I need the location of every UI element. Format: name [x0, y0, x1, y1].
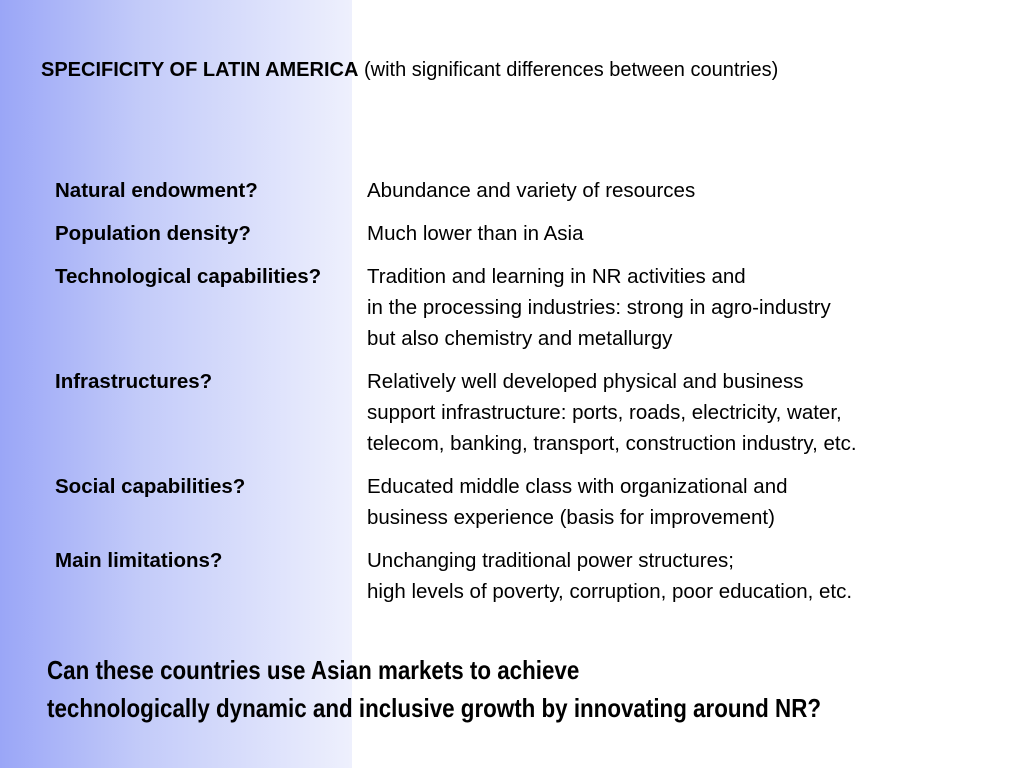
row-label: Social capabilities? [55, 475, 246, 498]
closing-question-line: Can these countries use Asian markets to achieve [47, 655, 580, 685]
row-value-line: Tradition and learning in NR activities and [367, 265, 746, 288]
characteristic-row-main-limitations [55, 545, 1015, 607]
row-value-line: telecom, banking, transport, construction industry, etc. [367, 432, 857, 455]
row-label: Technological capabilities? [55, 265, 322, 288]
row-label: Infrastructures? [55, 370, 213, 393]
characteristic-row-infrastructures [55, 366, 1015, 459]
characteristic-row-social-capabilities [55, 471, 1015, 533]
row-value [367, 261, 1015, 354]
row-label: Main limitations? [55, 549, 223, 572]
row-value [367, 366, 1015, 459]
row-value-line: in the processing industries: strong in agro-industry [367, 296, 831, 319]
closing-question-line: technologically dynamic and inclusive growth by innovating around NR? [47, 693, 821, 723]
row-value [367, 218, 1015, 249]
slide-title [41, 57, 778, 83]
row-value-line: but also chemistry and metallurgy [367, 327, 673, 350]
slide-title-bold: SPECIFICITY OF LATIN AMERICA [41, 59, 359, 81]
row-value-line: Abundance and variety of resources [367, 179, 696, 202]
closing-question [47, 651, 821, 727]
characteristic-row-natural-endowment [55, 175, 1015, 206]
row-value-line: Unchanging traditional power structures; [367, 549, 734, 572]
row-value [367, 471, 1015, 533]
row-value [367, 175, 1015, 206]
row-value-line: high levels of poverty, corruption, poor education, etc. [367, 580, 853, 603]
row-label: Population density? [55, 222, 251, 245]
row-value-line: business experience (basis for improvement) [367, 506, 775, 529]
characteristics-list [55, 175, 1015, 619]
row-value-line: Educated middle class with organizational and [367, 475, 788, 498]
row-value-line: support infrastructure: ports, roads, electricity, water, [367, 401, 842, 424]
characteristic-row-technological-capabilities [55, 261, 1015, 354]
characteristic-row-population-density [55, 218, 1015, 249]
row-value-line: Relatively well developed physical and business [367, 370, 804, 393]
row-label: Natural endowment? [55, 179, 258, 202]
row-value [367, 545, 1015, 607]
row-value-line: Much lower than in Asia [367, 222, 584, 245]
slide-title-subtitle: (with significant differences between countries) [363, 59, 779, 81]
